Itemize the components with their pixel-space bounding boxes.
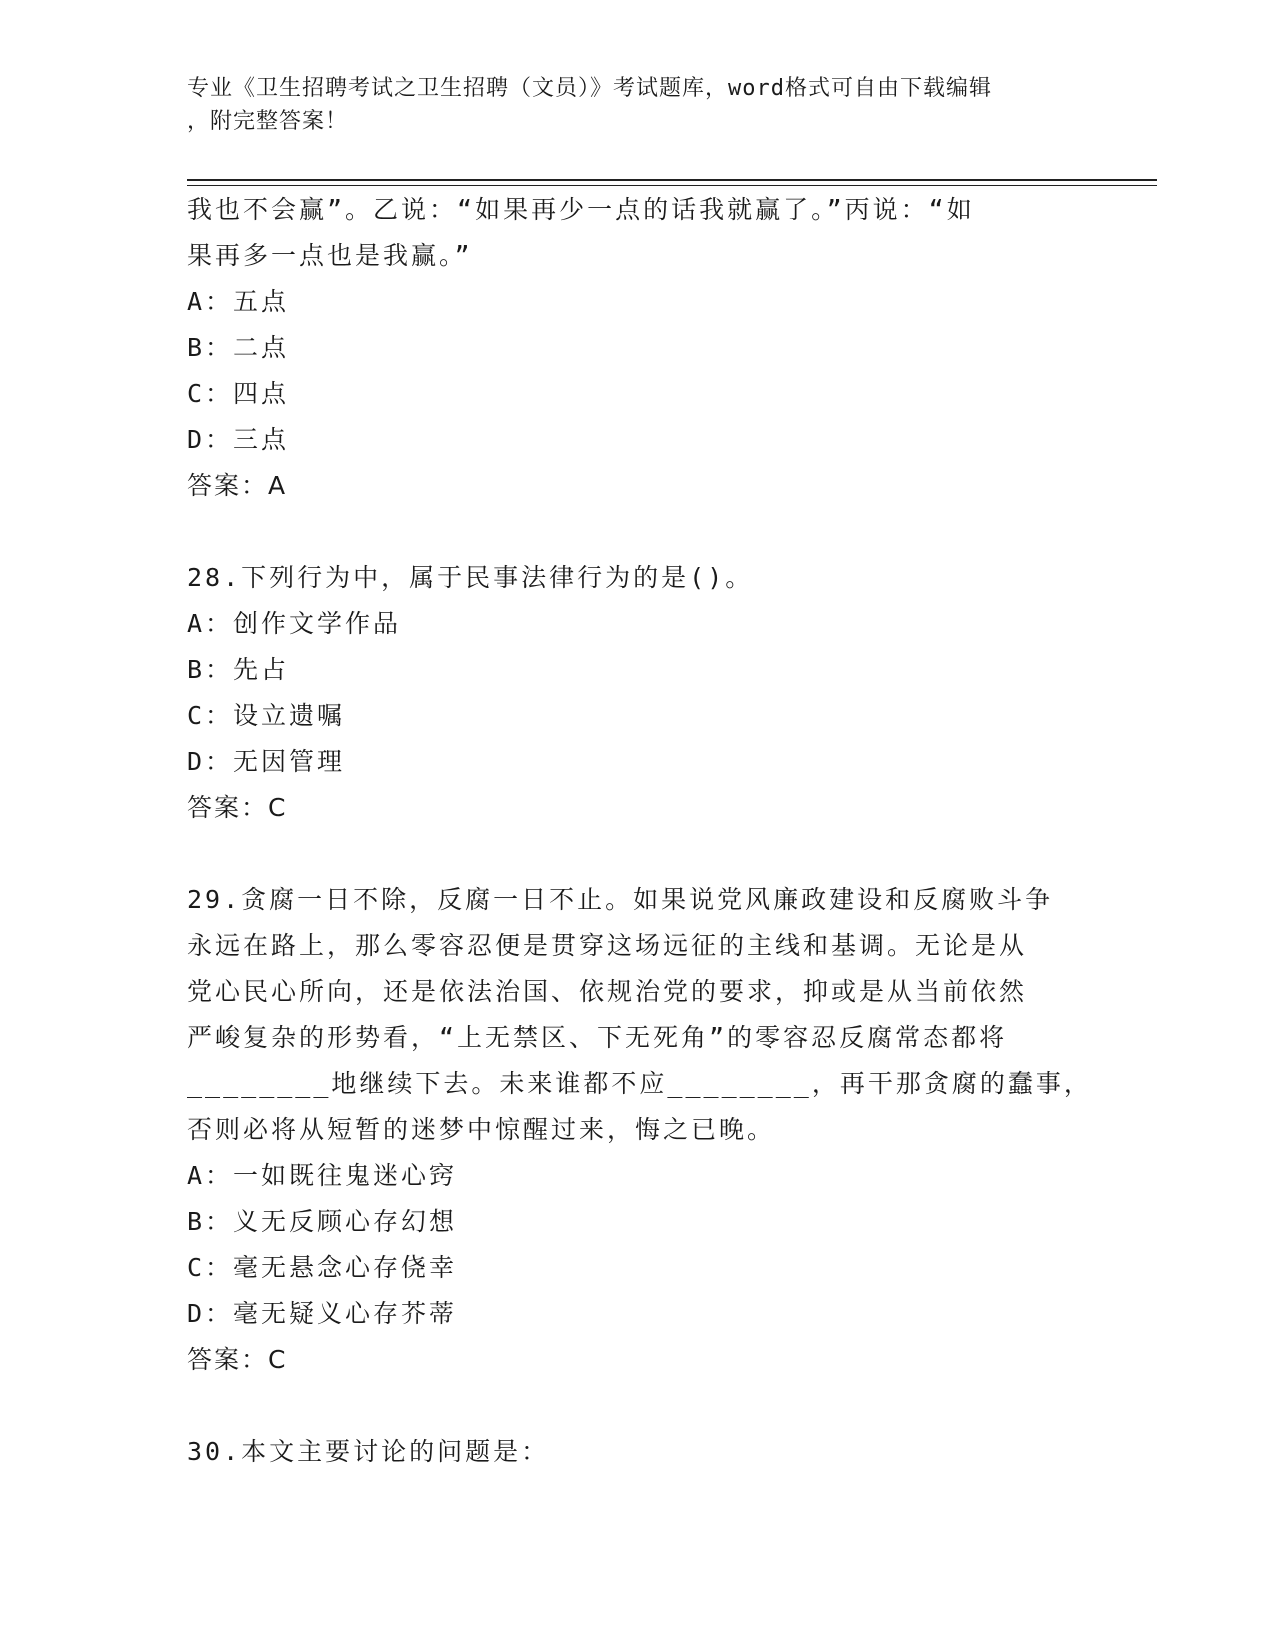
spacer [187, 1383, 1087, 1429]
question-27-option-c: C：四点 [187, 379, 290, 408]
question-28-option-c: C：设立遗嘱 [187, 701, 346, 730]
header-line-2: ，附完整答案！ [187, 109, 349, 134]
header-divider-thin [187, 185, 1157, 186]
question-27-option-b: B：二点 [187, 333, 290, 362]
question-29-answer: 答案：C [187, 1345, 288, 1374]
spacer [187, 831, 1087, 877]
question-29-stem-line-5: ________地继续下去。未来谁都不应________，再干那贪腐的蠢事， [187, 1069, 1092, 1098]
question-list [187, 187, 1092, 1475]
question-29-stem-line-4: 严峻复杂的形势看，“上无禁区、下无死角”的零容忍反腐常态都将 [187, 1023, 1008, 1052]
question-29-stem-line-6: 否则必将从短暂的迷梦中惊醒过来，悔之已晚。 [187, 1115, 776, 1144]
question-27 [187, 187, 1087, 509]
question-28 [187, 555, 1087, 831]
question-29-stem-line-3: 党心民心所向，还是依法治国、依规治党的要求，抑或是从当前依然 [187, 977, 1028, 1006]
question-28-answer: 答案：C [187, 793, 288, 822]
question-29-stem-line-1: 29.贪腐一日不除，反腐一日不止。如果说党风廉政建设和反腐败斗争 [187, 885, 1054, 914]
page-header [187, 72, 1067, 138]
question-27-answer: 答案：A [187, 471, 288, 500]
question-27-stem-line-2: 果再多一点也是我赢。” [187, 241, 473, 270]
question-27-stem-line-1: 我也不会赢”。乙说：“如果再少一点的话我就赢了。”丙说：“如 [187, 195, 975, 224]
question-29 [187, 877, 1092, 1383]
question-28-option-d: D：无因管理 [187, 747, 346, 776]
question-28-stem: 28.下列行为中，属于民事法律行为的是()。 [187, 563, 754, 592]
question-27-option-a: A：五点 [187, 287, 290, 316]
header-line-1: 专业《卫生招聘考试之卫生招聘（文员）》考试题库，word格式可自由下载编辑 [187, 76, 992, 101]
question-29-option-a: A：一如既往鬼迷心窍 [187, 1161, 458, 1190]
question-29-option-b: B：义无反顾心存幻想 [187, 1207, 458, 1236]
question-28-option-b: B：先占 [187, 655, 290, 684]
header-divider-thick [187, 179, 1157, 181]
question-30 [187, 1429, 1087, 1475]
question-30-stem: 30.本文主要讨论的问题是： [187, 1437, 550, 1466]
question-28-option-a: A：创作文学作品 [187, 609, 402, 638]
question-29-option-c: C：毫无悬念心存侥幸 [187, 1253, 458, 1282]
question-29-stem-line-2: 永远在路上，那么零容忍便是贯穿这场远征的主线和基调。无论是从 [187, 931, 1028, 960]
spacer [187, 509, 1087, 555]
question-29-option-d: D：毫无疑义心存芥蒂 [187, 1299, 458, 1328]
question-27-option-d: D：三点 [187, 425, 290, 454]
